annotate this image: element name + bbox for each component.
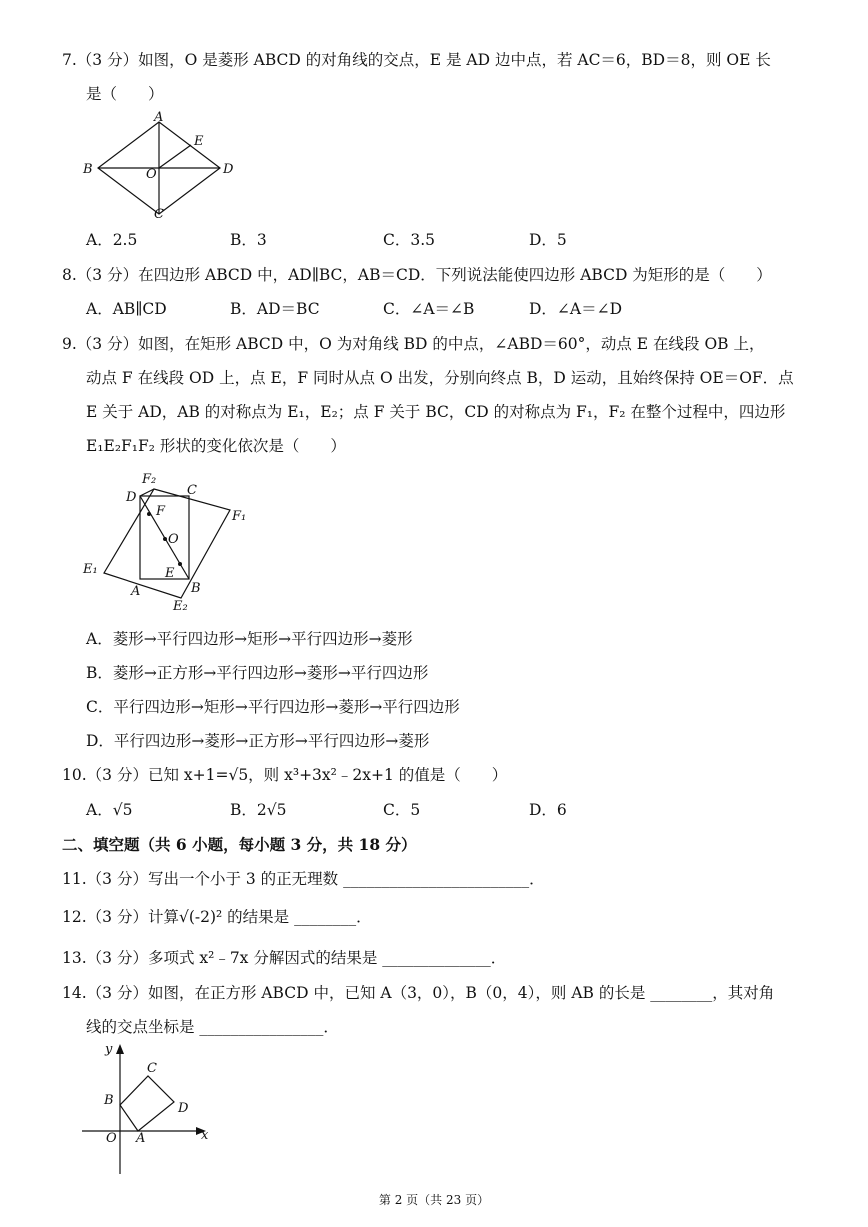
- q9-label-a: A: [131, 584, 141, 599]
- q9-option-a[interactable]: A．菱形→平行四边形→矩形→平行四边形→菱形: [86, 630, 413, 648]
- q14-label-o: O: [106, 1131, 117, 1146]
- q7-option-b[interactable]: B．3: [230, 231, 267, 249]
- q7-line1: 7.（3 分）如图，O 是菱形 ABCD 的对角线的交点，E 是 AD 边中点，若 AC＝6，BD＝8，则 OE 长: [62, 51, 771, 69]
- q9-option-c[interactable]: C．平行四边形→矩形→平行四边形→菱形→平行四边形: [86, 698, 460, 716]
- q8-line1: 8.（3 分）在四边形 ABCD 中，AD∥BC，AB＝CD．下列说法能使四边形 ABCD 为矩形的是（ ）: [62, 266, 772, 284]
- q9-label-b: B: [191, 581, 201, 596]
- q8-option-d[interactable]: D．∠A＝∠D: [529, 300, 623, 318]
- q9-label-e: E: [165, 566, 175, 581]
- q9-label-f: F: [156, 504, 166, 519]
- q9-label-f1: F₁: [232, 509, 247, 524]
- q9-label-f2: F₂: [142, 472, 157, 487]
- q14-label-x: x: [201, 1128, 209, 1143]
- q7-label-c: C: [154, 207, 164, 220]
- q7-label-e: E: [194, 134, 204, 149]
- q7-option-c[interactable]: C．3.5: [383, 231, 436, 249]
- q14-label-a: A: [136, 1131, 146, 1146]
- q7-label-b: B: [83, 162, 93, 177]
- q13-line: 13.（3 分）多项式 x²﹣7x 分解因式的结果是 ______________．: [62, 949, 507, 967]
- q14-coordinate-figure: [80, 1042, 220, 1177]
- q9-option-b[interactable]: B．菱形→正方形→平行四边形→菱形→平行四边形: [86, 664, 429, 682]
- q8-option-c[interactable]: C．∠A＝∠B: [383, 300, 475, 318]
- q7-option-d[interactable]: D．5: [529, 231, 567, 249]
- q14-line1: 14.（3 分）如图，在正方形 ABCD 中，已知 A（3，0），B（0，4），则 AB 的长是 ________，其对角: [62, 984, 775, 1002]
- q7-line2: 是（ ）: [86, 85, 164, 103]
- q7-option-a[interactable]: A．2.5: [86, 231, 138, 249]
- q7-label-o: O: [146, 167, 157, 182]
- q10-option-a[interactable]: A．√5: [86, 801, 133, 819]
- q10-line1: 10.（3 分）已知 x+1=√5，则 x³+3x²﹣2x+1 的值是（ ）: [62, 766, 508, 784]
- q8-option-a[interactable]: A．AB∥CD: [86, 300, 167, 318]
- q9-label-c: C: [187, 483, 197, 498]
- q14-label-y: y: [105, 1042, 113, 1057]
- q14-label-d: D: [178, 1101, 189, 1116]
- q14-label-c: C: [147, 1061, 157, 1076]
- q9-rectangle-figure: [80, 470, 250, 615]
- q10-option-d[interactable]: D．6: [529, 801, 567, 819]
- q7-label-a: A: [154, 110, 164, 125]
- q10-option-b[interactable]: B．2√5: [230, 801, 287, 819]
- section-2-heading: 二、填空题（共 6 小题，每小题 3 分，共 18 分）: [62, 835, 417, 854]
- q9-option-d[interactable]: D．平行四边形→菱形→正方形→平行四边形→菱形: [86, 732, 430, 750]
- q9-label-e1: E₁: [83, 562, 98, 577]
- q9-label-e2: E₂: [173, 599, 188, 614]
- q9-label-d: D: [126, 490, 137, 505]
- q9-line2: 动点 F 在线段 OD 上，点 E，F 同时从点 O 出发，分别向终点 B，D 运动，且始终保持 OE＝OF．点: [86, 369, 794, 387]
- q9-line1: 9.（3 分）如图，在矩形 ABCD 中，O 为对角线 BD 的中点，∠ABD＝60°，动点 E 在线段 OB 上，: [62, 335, 765, 353]
- q14-line2: 线的交点坐标是 ________________．: [86, 1018, 339, 1036]
- q10-option-c[interactable]: C．5: [383, 801, 421, 819]
- q11-line: 11.（3 分）写出一个小于 3 的正无理数 ________________________．: [62, 870, 545, 888]
- q9-label-o: O: [168, 532, 179, 547]
- q14-label-b: B: [104, 1093, 114, 1108]
- q9-line3: E 关于 AD，AB 的对称点为 E₁，E₂；点 F 关于 BC，CD 的对称点为 F₁，F₂ 在整个过程中，四边形: [86, 403, 786, 421]
- page-footer: 第 2 页（共 23 页）: [378, 1193, 490, 1207]
- q7-rhombus-figure: [80, 110, 240, 220]
- q12-line: 12.（3 分）计算√(-2)² 的结果是 ________．: [62, 908, 372, 926]
- q7-label-d: D: [223, 162, 234, 177]
- q9-line4: E₁E₂F₁F₂ 形状的变化依次是（ ）: [86, 437, 346, 455]
- q8-option-b[interactable]: B．AD＝BC: [230, 300, 320, 318]
